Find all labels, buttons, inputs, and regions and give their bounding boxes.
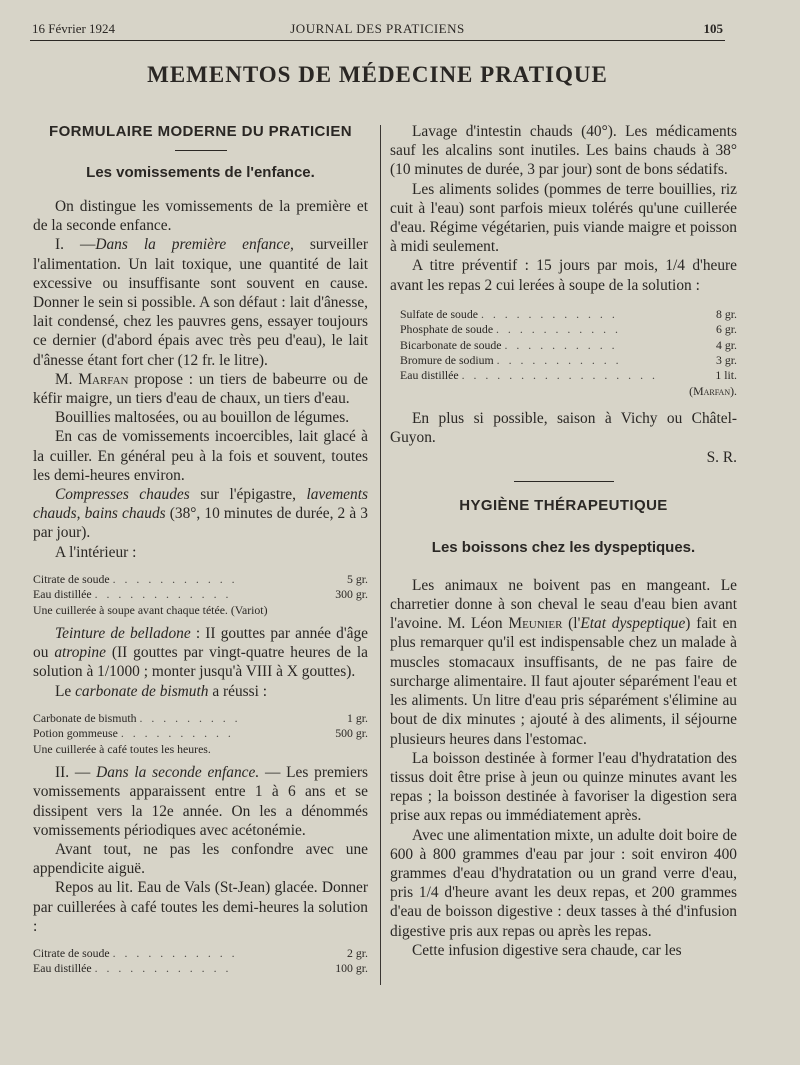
- paragraph: I. —Dans la première enfance, surveiller l'alimentation. Un lait toxique, une quantité de lait excessive ou insuffisante sont souvent en cause. Donner le sein si possible. A son défaut : lait d'ânesse, lait condensé, chez les pauvres gens, essayer toujours ce dernier (d'abord épais avec très peu d'eau), le lait d'ânesse étant fort cher (12 fr. le litre).: [33, 236, 368, 369]
- prescription-2: [33, 711, 368, 757]
- prescription-row: Eau distillée . . . . . . . . . . . . . . . . . 1 lit.: [400, 368, 737, 383]
- paragraph: Bouillies maltosées, ou au bouillon de légumes.: [55, 409, 350, 427]
- paragraph: Repos au lit. Eau de Vals (St-Jean) glacée. Donner par cuillerées à café toutes les demi-heures la solution :: [33, 879, 368, 935]
- section-rule: [175, 150, 227, 151]
- paragraph: Teinture de belladone : II gouttes par année d'âge ou atropine (II gouttes par vingt-quatre heures de la solution à 1/1000 ; monter jusqu'à VIII à X gouttes).: [33, 625, 368, 681]
- paragraph: A titre préventif : 15 jours par mois, 1/4 d'heure avant les repas 2 cui lerées à soupe de la solution :: [390, 257, 737, 294]
- author-name: Marfan: [78, 370, 129, 388]
- paragraph: II. — Dans la seconde enfance. — Les premiers vomissements apparaissent entre 1 à 6 ans et se dissipent vers la 12e année. On les a dénommés vomissements périodiques avec acétonémie.: [33, 764, 369, 839]
- paragraph: Lavage d'intestin chauds (40°). Les médicaments sauf les alcalins sont inutiles. Les bains chauds à 38° (10 minutes de durée, 3 par jour) sont de bons sédatifs.: [390, 123, 737, 179]
- prescription-row: Citrate de soude . . . . . . . . . . . 5 gr.: [33, 571, 368, 586]
- column-divider: [380, 125, 381, 985]
- prescription-3: [33, 946, 368, 977]
- prescription-row: Citrate de soude . . . . . . . . . . . 2 gr.: [33, 945, 368, 960]
- article-signature: S. R.: [706, 448, 737, 466]
- article-title-boissons: Les boissons chez les dyspeptiques.: [431, 538, 696, 556]
- article-title-vomissements: Les vomissements de l'enfance.: [86, 164, 315, 181]
- prescription-row: Phosphate de soude . . . . . . . . . . . 6 gr.: [400, 322, 737, 337]
- paragraph: Les aliments solides (pommes de terre bouillies, riz cuit à l'eau) sont parfois mieux tolérés qu'une cuillerée d'eau. Régime végétarien, puis viande maigre et poisson à midi seulement.: [390, 180, 737, 256]
- paragraph: En cas de vomissements incoercibles, lait glacé à la cuiller. En général peu à la fois et souvent, toutes les demi-heures environ.: [33, 428, 368, 484]
- prescription-row: Potion gommeuse . . . . . . . . . . 500 gr.: [33, 726, 368, 741]
- paragraph: M. Marfan propose : un tiers de babeurre ou de kéfir maigre, un tiers d'eau de chaux, un tiers d'eau.: [33, 370, 368, 408]
- prescription-table: [33, 946, 368, 977]
- page-title: MEMENTOS DE MÉDECINE PRATIQUE: [147, 62, 608, 87]
- prescription-author: (Marfan).: [689, 383, 737, 398]
- prescription-table: [400, 307, 737, 384]
- section-title-formulaire: FORMULAIRE MODERNE DU PRATICIEN: [49, 123, 352, 140]
- prescription-row: Carbonate de bismuth . . . . . . . . . 1 gr.: [33, 710, 368, 725]
- prescription-row: Eau distillée . . . . . . . . . . . . 100 gr.: [33, 961, 368, 976]
- paragraph: Le carbonate de bismuth a réussi :: [55, 682, 268, 700]
- right-column: [390, 122, 737, 960]
- prescription-note: Une cuillerée à soupe avant chaque tétée. (Variot): [33, 602, 268, 617]
- author-name: Meunier: [508, 615, 563, 633]
- paragraph: A l'intérieur :: [55, 543, 137, 561]
- left-column: [33, 122, 368, 983]
- prescription-note: Une cuillerée à café toutes les heures.: [33, 741, 211, 756]
- header-page-number: 105: [703, 21, 723, 36]
- prescription-row: Bromure de sodium . . . . . . . . . . . 3 gr.: [400, 353, 737, 368]
- prescription-row: Sulfate de soude . . . . . . . . . . . . 8 gr.: [400, 306, 737, 321]
- article-separator: [514, 481, 614, 482]
- section-title-hygiene: HYGIÈNE THÉRAPEUTIQUE: [459, 496, 668, 514]
- header-date: 16 Février 1924: [32, 21, 116, 36]
- paragraph: Avec une alimentation mixte, un adulte doit boire de 600 à 800 grammes d'eau par jour : soit environ 400 grammes d'eau d'hydratation ou un grand verre d'eau, pris 1/4 d'heure avant les deux repas, et 200 grammes d'eau de boisson digestive : deux tasses à thé d'infusion digestive pris aux repas ou après les repas.: [390, 826, 737, 940]
- paragraph: Les animaux ne boivent pas en mangeant. Le charretier donne à son cheval le seau d'eau bien avant l'avoine. M. Léon Meunier (l'Etat dyspeptique) fait en plus remarquer qu'il est indispensable chez un malade à muscles stomacaux insuffisants, de ne pas faire de surcharge alimentaire. Il faut ajouter séparément l'eau et les aliments. Un litre d'eau pris séparément s'élimine au bout de dix minutes ; ajouté à des aliments, il séjourne plusieurs heures dans l'estomac.: [390, 576, 737, 748]
- prescription-table: [33, 572, 368, 603]
- paragraph: La boisson destinée à former l'eau d'hydratation des tissus doit être prise à jeun ou quinze minutes avant les repas ; la boisson destinée à favoriser la digestion sera prise aux repas ou immédiatement après.: [390, 749, 737, 825]
- paragraph: Compresses chaudes sur l'épigastre, lavements chauds, bains chauds (38°, 10 minutes de durée, 2 à 3 par jour).: [33, 486, 368, 542]
- prescription-row: Bicarbonate de soude . . . . . . . . . . 4 gr.: [400, 337, 737, 352]
- prescription-1: [33, 572, 368, 618]
- header-journal-title: JOURNAL DES PRATICIENS: [290, 21, 465, 36]
- paragraph: Cette infusion digestive sera chaude, car les: [412, 941, 682, 959]
- prescription-4: [400, 307, 737, 399]
- paragraph: Avant tout, ne pas les confondre avec une appendicite aiguë.: [33, 840, 368, 878]
- paragraph: On distingue les vomissements de la première et de la seconde enfance.: [33, 198, 368, 235]
- paragraph: En plus si possible, saison à Vichy ou Châtel-Guyon.: [390, 410, 737, 447]
- prescription-table: [33, 711, 368, 742]
- running-header: [30, 18, 725, 41]
- prescription-row: Eau distillée . . . . . . . . . . . . 300 gr.: [33, 587, 368, 602]
